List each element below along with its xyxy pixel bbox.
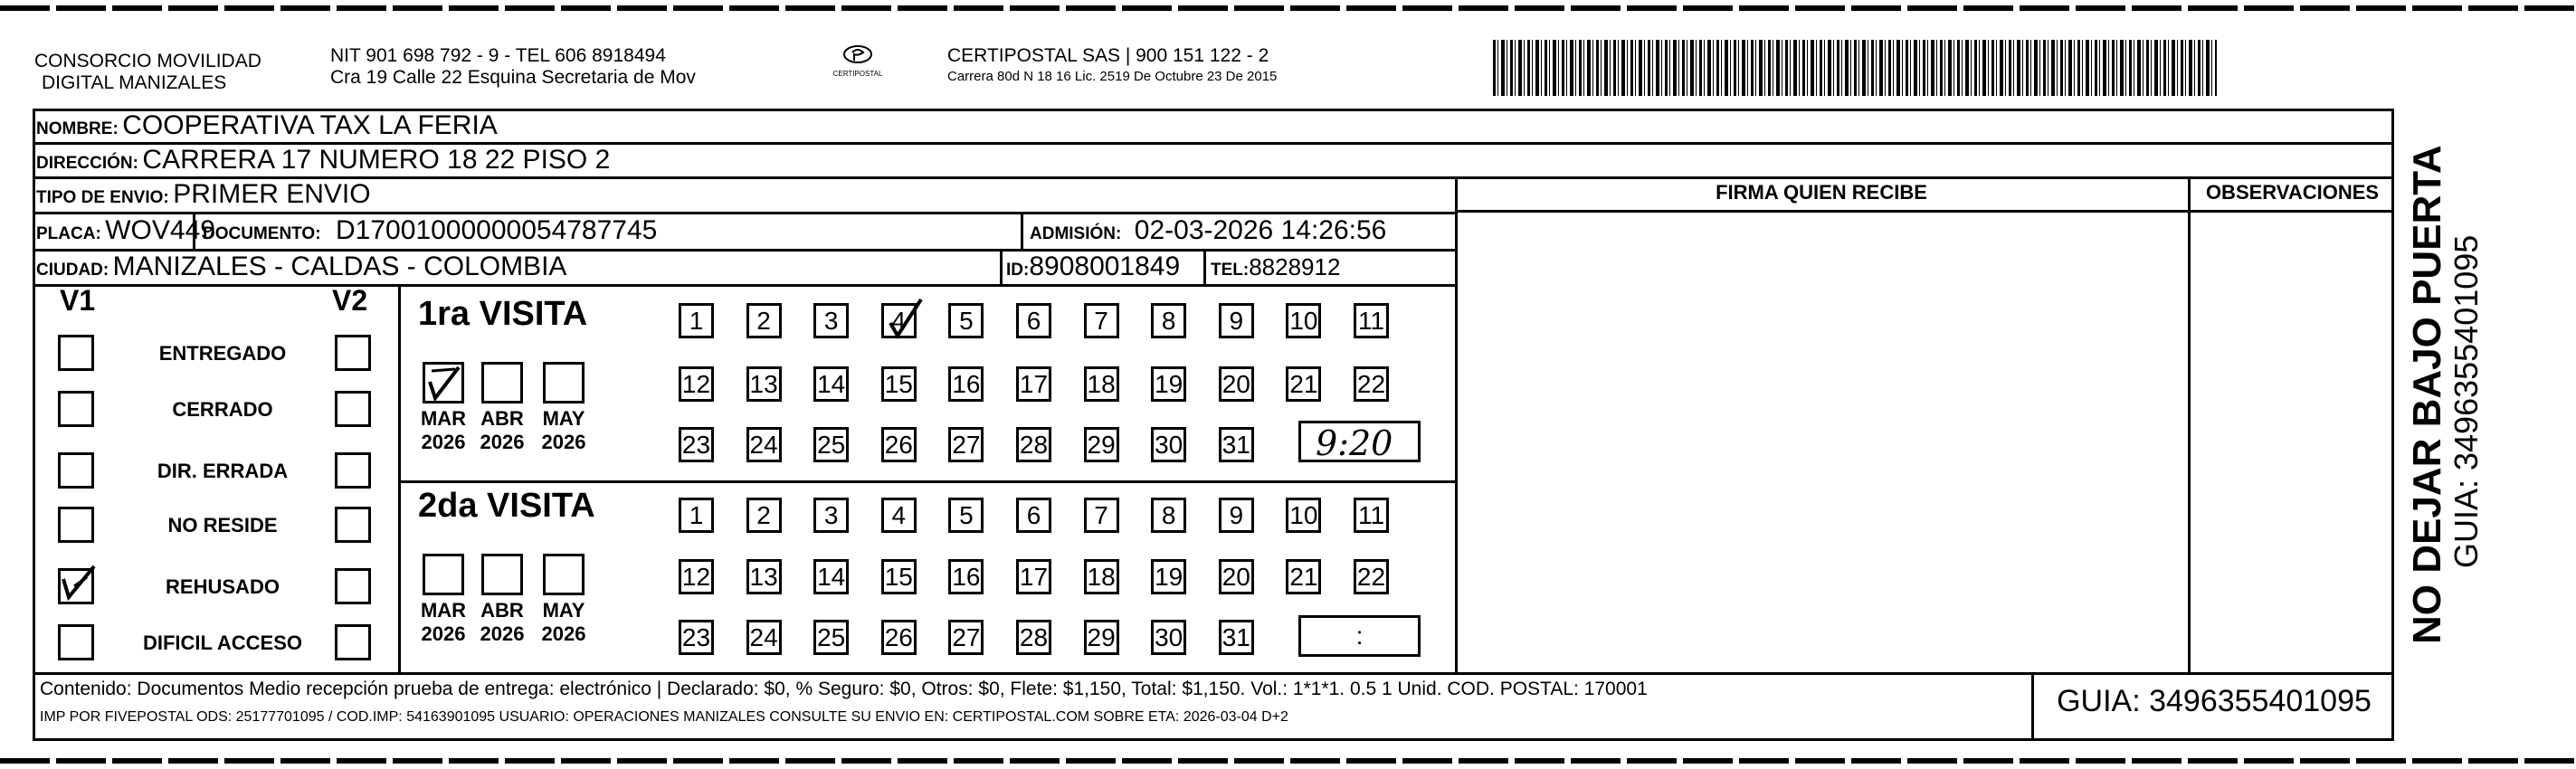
day-box[interactable]: 15 [881,366,917,402]
day-box[interactable]: 5 [948,303,984,338]
day-box[interactable]: 23 [679,620,714,655]
firma-area[interactable] [1458,213,2187,671]
day-box[interactable]: 21 [1286,366,1321,402]
status-option-label: ENTREGADO [158,342,287,365]
v1-checkbox[interactable] [58,624,94,660]
day-box[interactable]: 31 [1219,427,1254,462]
v1-checkbox[interactable] [58,452,94,489]
day-box[interactable]: 2 [746,303,782,338]
month-name: MAY [542,599,585,622]
nit-line: NIT 901 698 792 - 9 - TEL 606 8918494 [330,45,666,66]
top-cut-line [0,5,2576,11]
day-box[interactable]: 19 [1151,366,1186,402]
day-box[interactable]: 30 [1151,620,1186,655]
v2-checkbox[interactable] [335,507,371,543]
day-box[interactable]: 31 [1219,620,1254,655]
courier-line: CERTIPOSTAL SAS | 900 151 122 - 2 [947,45,1269,66]
day-box[interactable]: 24 [746,427,782,462]
documento-value: D17001000000054787745 [336,215,658,245]
admision-value: 02-03-2026 14:26:56 [1134,215,1387,245]
second-visit-time-box[interactable] [1298,615,1421,657]
nombre-row [36,109,498,147]
day-box[interactable]: 2 [746,498,782,533]
month-year: 2026 [421,431,466,453]
day-box[interactable]: 20 [1219,559,1254,594]
day-box[interactable]: 7 [1084,303,1119,338]
day-box[interactable]: 8 [1151,303,1186,338]
status-option-label: DIFICIL ACCESO [142,631,302,654]
direccion-value: CARRERA 17 NUMERO 18 22 PISO 2 [142,145,611,175]
month-year: 2026 [541,431,586,453]
day-box[interactable]: 5 [948,498,984,533]
side-guia: GUIA: 3496355401095 [2448,234,2485,568]
nombre-label: NOMBRE: [36,119,119,138]
day-box[interactable]: 22 [1354,559,1389,594]
month-name: MAR [420,407,467,430]
v1-label: V1 [60,284,96,317]
v2-checkbox[interactable] [335,568,371,604]
day-box[interactable]: 26 [881,620,917,655]
observaciones-area[interactable] [2191,213,2393,671]
day-box[interactable]: 3 [813,498,849,533]
day-box[interactable]: 22 [1354,366,1389,402]
day-box[interactable]: 8 [1151,498,1186,533]
month-name: ABR [480,407,524,430]
contenido-text: Contenido: Documentos Medio recepción prueba de entrega: electrónico | Declarado: $0, % Seguro: $0, Otros: $0, Flete: $1,150, Total: $1,150. Vol.: 1*1*1. 0.5 1 Unid. COD. POSTAL: 170001 [40,679,1648,699]
ciudad-value: MANIZALES - CALDAS - COLOMBIA [112,252,567,281]
day-box[interactable]: 1 [679,498,714,533]
tipo-value: PRIMER ENVIO [173,179,371,209]
month-year: 2026 [421,622,466,645]
month-checkbox[interactable] [481,362,523,403]
status-option-label: REHUSADO [166,575,280,598]
v2-checkbox[interactable] [335,624,371,660]
company-details [330,45,696,89]
divider [1021,212,1023,249]
admision-field [1030,214,1386,252]
day-box[interactable]: 23 [679,427,714,462]
no-dejar-bajo-puerta: NO DEJAR BAJO PUERTA [2405,145,2449,644]
tipo-row [36,177,371,216]
documento-field [203,214,657,252]
v2-checkbox[interactable] [335,335,371,371]
day-box[interactable]: 4 [881,498,917,533]
logo-text: CERTIPOSTAL [832,70,883,78]
placa-row [36,214,215,252]
firma-label: FIRMA QUIEN RECIBE [1716,181,1927,204]
direccion-label: DIRECCIÓN: [36,154,138,173]
tipo-label: TIPO DE ENVIO: [36,188,169,207]
month-checkbox[interactable] [543,362,585,403]
day-box[interactable]: 30 [1151,427,1186,462]
month-checkbox[interactable] [481,554,523,595]
v1-checkbox[interactable] [58,507,94,543]
v1-checkbox[interactable] [58,391,94,427]
status-option-label: CERRADO [172,398,273,421]
day-box[interactable]: 28 [1016,427,1051,462]
month-label [537,599,591,646]
address-line: Cra 19 Calle 22 Esquina Secretaria de Mov [330,67,696,88]
month-checkbox[interactable] [543,554,585,595]
tel-field [1211,250,1340,289]
courier-details [947,45,1277,85]
status-option-label: NO RESIDE [167,514,278,536]
day-box[interactable]: 4 [881,303,917,338]
day-box[interactable]: 21 [1286,559,1321,594]
nombre-value: COOPERATIVA TAX LA FERIA [122,110,498,140]
divider [398,284,401,672]
day-box[interactable]: 19 [1151,559,1186,594]
divider [33,672,2394,675]
company-name [34,51,261,94]
tel-value: 8828912 [1249,253,1341,280]
time-placeholder: : [1355,622,1364,650]
check-mark-icon [423,362,464,403]
day-box[interactable]: 6 [1016,498,1051,533]
barcode [1493,40,2217,96]
day-box[interactable]: 29 [1084,620,1119,655]
day-box[interactable]: 12 [679,559,714,594]
certipostal-logo [831,43,885,80]
v2-checkbox[interactable] [335,452,371,489]
month-label [416,407,471,454]
imp-text: IMP POR FIVEPOSTAL ODS: 25177701095 / COD.IMP: 54163901095 USUARIO: OPERACIONES MANIZALES CONSULTE SU ENVIO EN: CERTIPOSTAL.COM SOBRE ETA: 2026-03-04 D+2 [40,709,1288,725]
day-box[interactable]: 11 [1354,303,1389,338]
day-box[interactable]: 17 [1016,559,1051,594]
placa-label: PLACA: [36,224,101,243]
day-box[interactable]: 25 [813,620,849,655]
id-field [1006,250,1180,289]
month-name: MAY [542,407,585,430]
day-box[interactable]: 27 [948,620,984,655]
ciudad-label: CIUDAD: [36,261,109,280]
month-name: ABR [480,599,524,622]
day-box[interactable]: 17 [1016,366,1051,402]
month-checkbox[interactable] [423,554,464,595]
day-box[interactable]: 18 [1084,366,1119,402]
day-box[interactable]: 20 [1219,366,1254,402]
month-name: MAR [420,599,467,622]
divider [1000,249,1003,284]
day-box[interactable]: 25 [813,427,849,462]
tel-label: TEL: [1211,261,1250,280]
footer-guia: GUIA: 3496355401095 [2057,684,2372,718]
month-year: 2026 [480,431,525,453]
divider [398,480,1455,483]
day-box[interactable]: 26 [881,427,917,462]
month-label [475,407,529,454]
day-box[interactable]: 6 [1016,303,1051,338]
check-mark-icon [56,561,101,606]
direccion-row [36,143,610,182]
day-box[interactable]: 16 [948,559,984,594]
check-mark-icon [879,296,925,341]
bottom-cut-line [0,758,2576,764]
month-year: 2026 [480,622,525,645]
day-box[interactable]: 9 [1219,498,1254,533]
day-box[interactable]: 15 [881,559,917,594]
company-line-2: DIGITAL MANIZALES [42,72,227,93]
day-box[interactable]: 3 [813,303,849,338]
ciudad-row [36,250,566,289]
handwritten-time: 9:20 [1316,423,1393,463]
day-box[interactable]: 14 [813,366,849,402]
month-label [475,599,529,646]
second-visit-title: 2da VISITA [418,487,595,525]
day-box[interactable]: 11 [1354,498,1389,533]
day-box[interactable]: 10 [1286,303,1321,338]
day-box[interactable]: 14 [813,559,849,594]
documento-label: DOCUMENTO: [203,224,321,243]
day-box[interactable]: 12 [679,366,714,402]
day-box[interactable]: 13 [746,559,782,594]
day-box[interactable]: 24 [746,620,782,655]
v1-checkbox[interactable] [58,335,94,371]
admision-label: ADMISIÓN: [1030,224,1122,243]
v2-label: V2 [332,284,368,317]
day-box[interactable]: 1 [679,303,714,338]
id-value: 8908001849 [1029,252,1181,281]
first-visit-time-box[interactable] [1298,421,1421,462]
divider [1203,249,1206,284]
day-box[interactable]: 29 [1084,427,1119,462]
first-visit-title: 1ra VISITA [418,295,588,333]
day-box[interactable]: 16 [948,366,984,402]
month-label [537,407,591,454]
logo-icon [842,43,873,65]
status-option-label: DIR. ERRADA [157,460,289,482]
placa-value: WOV449 [105,215,215,245]
day-box[interactable]: 18 [1084,559,1119,594]
day-box[interactable]: 13 [746,366,782,402]
day-box[interactable]: 10 [1286,498,1321,533]
observaciones-label: OBSERVACIONES [2205,181,2380,204]
company-line-1: CONSORCIO MOVILIDAD [34,51,261,71]
day-box[interactable]: 7 [1084,498,1119,533]
id-label: ID: [1006,261,1030,280]
month-label [416,599,471,646]
v2-checkbox[interactable] [335,391,371,427]
day-box[interactable]: 9 [1219,303,1254,338]
day-box[interactable]: 27 [948,427,984,462]
courier-address: Carrera 80d N 18 16 Lic. 2519 De Octubre 23 De 2015 [947,69,1278,84]
day-box[interactable]: 28 [1016,620,1051,655]
month-year: 2026 [541,622,586,645]
